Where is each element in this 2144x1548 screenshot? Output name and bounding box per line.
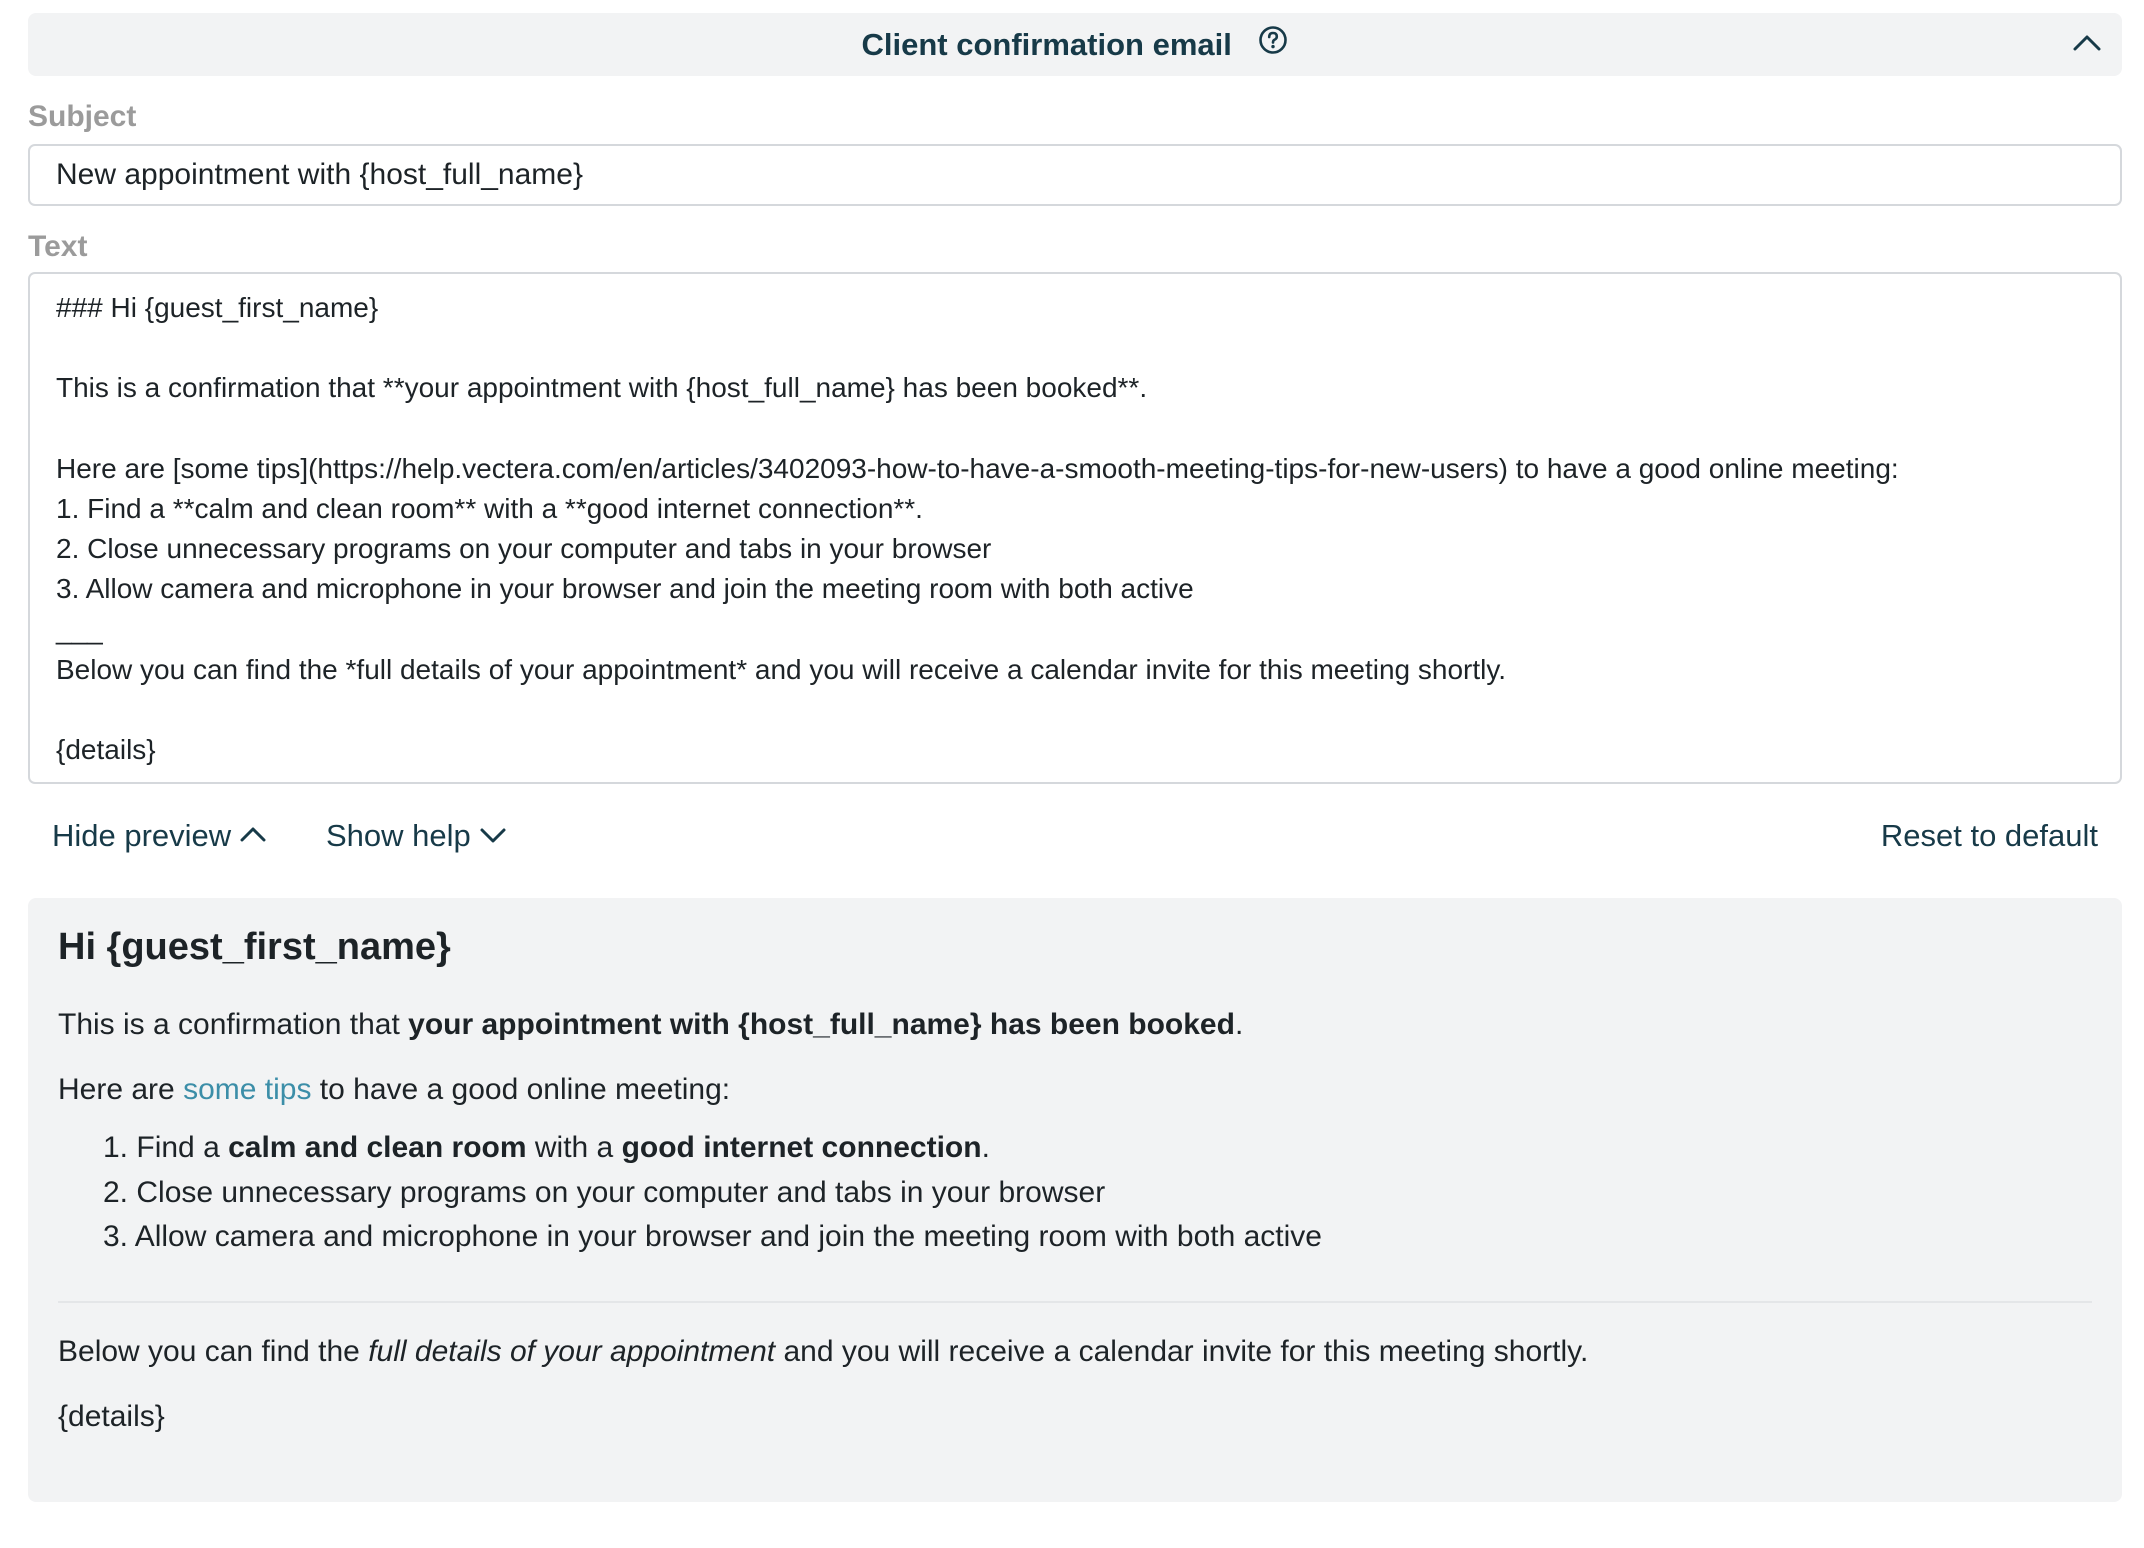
text: Allow camera and microphone in your browser and join the meeting room with both active [134,1220,1322,1253]
preview-details-placeholder: {details} [58,1400,165,1433]
list-item [103,1171,1322,1216]
chevron-up-icon [239,825,267,845]
chevron-down-icon [479,825,507,845]
show-help-button[interactable] [326,816,507,856]
preview-paragraph-details-intro [58,1335,2092,1369]
horizontal-rule [58,1301,2092,1303]
text: . [1234,1008,1244,1041]
reset-to-default-button[interactable]: Reset to default [1880,818,2098,853]
text: . [981,1131,990,1164]
section-title: Client confirmation email [861,27,1232,62]
hide-preview-button[interactable] [52,816,267,856]
preview-tips-list [103,1126,1322,1260]
text: Close unnecessary programs on your computer and tabs in your browser [136,1175,1106,1209]
list-item [103,1126,1322,1171]
list-item [103,1215,1322,1260]
bold-text: good internet connection [621,1131,982,1164]
text: and you will receive a calendar invite for this meeting shortly. [775,1335,1589,1368]
some-tips-link[interactable]: some tips [183,1073,312,1106]
text: This is a confirmation that [58,1008,409,1041]
text: with a [526,1131,622,1164]
section-title-row [28,13,2122,76]
text-input[interactable]: ### Hi {guest_first_name} This is a confirmation that **your appointment with {host_full_name} has been booked**. Here are [some tips](https://help.vectera.com/en/articles/3402093-how-to-have-a-smooth-meeting-tips-for-new-users) to have a good online meeting: 1. Find a **calm and clean room** with a **good internet connection**. 2. Close unnecessary programs on your computer and tabs in your browser 3. Allow camera and microphone in your browser and join the meeting room with both active ___ Below you can find the *full details of your appointment* and you will receive a calendar invite for this meeting shortly. {details} [28,272,2122,784]
preview-heading: Hi {guest_first_name} [58,926,451,968]
subject-label: Subject [28,100,137,133]
list-number: 1. [103,1131,129,1164]
text: Here are [58,1073,184,1106]
text: Below you can find the [58,1335,369,1368]
list-number: 3. [103,1220,129,1253]
hide-preview-label: Hide preview [52,818,232,853]
italic-text: full details of your appointment [368,1335,776,1368]
preview-paragraph-tips [58,1073,2092,1107]
list-number: 2. [103,1175,129,1209]
text: Find a [136,1131,229,1164]
bold-text: your appointment with {host_full_name} has been booked [408,1008,1235,1041]
help-icon[interactable] [1258,13,1288,76]
subject-input[interactable] [28,144,2122,206]
text: to have a good online meeting: [311,1073,731,1106]
chevron-up-icon[interactable] [2072,32,2102,59]
preview-paragraph-confirmation [58,1008,2092,1042]
show-help-label: Show help [326,818,471,853]
text-label: Text [28,230,88,263]
bold-text: calm and clean room [228,1131,527,1164]
email-preview [28,898,2122,1502]
section-header[interactable] [28,13,2122,76]
